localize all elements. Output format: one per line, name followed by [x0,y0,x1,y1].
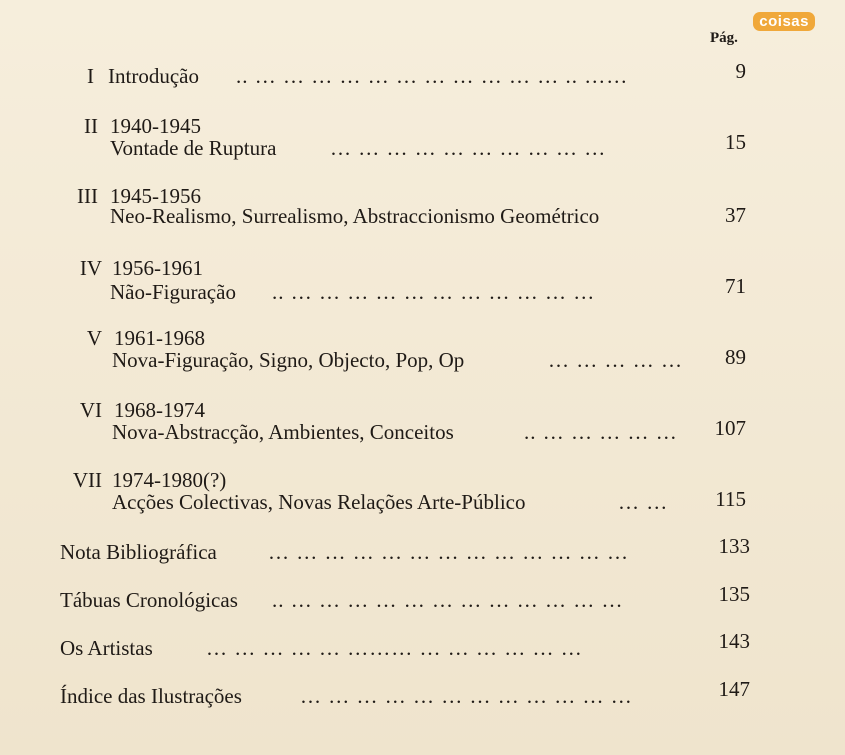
chapter-title: Não-Figuração [110,280,236,304]
dot-leader: .. … … … … … … … … … … … … [272,588,624,612]
dot-leader: … … [618,490,669,514]
page-number: 37 [725,203,746,227]
chapter-title: Acções Colectivas, Novas Relações Arte-Público [112,490,526,514]
appendix-title: Os Artistas [60,636,153,660]
chapter-years: 1940-1945 [110,114,201,138]
chapter-numeral: VII [72,468,102,492]
page-column-header: Pág. [710,30,738,46]
dot-leader: … … … … … ……… … … … … … … [206,636,583,660]
page-number: 133 [718,534,750,558]
chapter-years: 1974-1980(?) [112,468,227,492]
chapter-numeral: V [86,326,102,350]
chapter-numeral: VI [79,398,102,422]
chapter-years: 1961-1968 [114,326,205,350]
page-number: 135 [718,582,750,606]
chapter-years: 1945-1956 [110,184,201,208]
dot-leader: … … … … … [548,348,683,372]
page-number: 15 [725,130,746,154]
chapter-title: Nova-Abstracção, Ambientes, Conceitos [112,420,454,444]
appendix-title: Tábuas Cronológicas [60,588,238,612]
chapter-numeral: II [84,114,98,138]
chapter-title: Neo-Realismo, Surrealismo, Abstraccionismo Geométrico [110,204,600,228]
page-number: 107 [714,416,746,440]
watermark-logo: coisas [753,12,815,31]
chapter-title: Introdução [108,64,199,88]
chapter-numeral: III [77,184,98,208]
chapter-numeral: IV [79,256,102,280]
chapter-numeral: I [87,64,94,88]
chapter-title: Vontade de Ruptura [110,136,277,160]
page-number: 115 [715,487,746,511]
appendix-title: Nota Bibliográfica [60,540,217,564]
page-number: 143 [718,629,750,653]
page-number: 89 [725,345,746,369]
chapter-years: 1956-1961 [112,256,203,280]
dot-leader: .. … … … … … [524,420,678,444]
dot-leader: … … … … … … … … … … [330,136,607,160]
dot-leader: … … … … … … … … … … … … [300,684,633,708]
dot-leader: … … … … … … … … … … … … … [268,540,629,564]
page-number: 71 [725,274,746,298]
chapter-years: 1968-1974 [114,398,205,422]
appendix-title: Índice das Ilustrações [60,684,242,708]
dot-leader: .. … … … … … … … … … … … [272,280,596,304]
dot-leader: .. … … … … … … … … … … … .. …… [236,64,629,88]
chapter-title: Nova-Figuração, Signo, Objecto, Pop, Op [112,348,465,372]
page-number: 9 [735,59,746,83]
page-number: 147 [718,677,750,701]
